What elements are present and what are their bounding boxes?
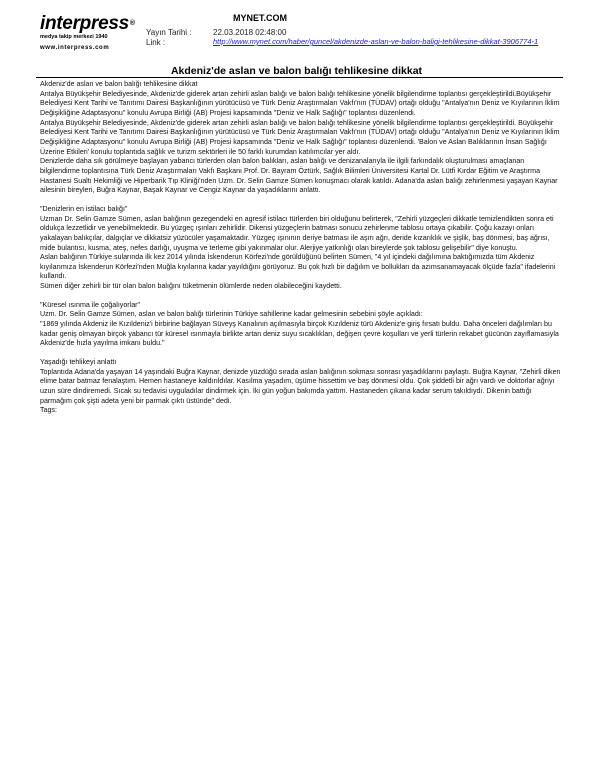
date-value: 22.03.2018 02:48:00 bbox=[213, 28, 287, 37]
logo-website: www.interpress.com bbox=[40, 45, 110, 51]
paragraph-gap bbox=[40, 196, 563, 205]
article-paragraph: Akdeniz'de aslan ve balon balığı tehlikesine dikkat bbox=[40, 80, 198, 88]
tags-label: Tags: bbox=[40, 406, 57, 415]
article-paragraph: Uzm. Dr. Selin Gamze Sümen, aslan ve balon balığı türlerinin Türkiye sahillerine kadar gelmesinin sebebini şöyle açıkladı: bbox=[40, 310, 423, 319]
article-paragraph: Toplantıda Adana'da yaşayan 14 yaşındaki Buğra Kaynar, denizde yüzdüğü sırada aslan balığının sokması sonrası yaşadıklarını paylaştı. Buğra Kaynar, "Zehirli diken elime batar batmaz fenalaştım. Hemen hastaneye kaldırıldılar. Kasılma yaşadım, üşüme hissettim ve baş dönmesi oldu. Çok şiddetli bir ağrı vardı ve doktorlar ağrıyı uzun süre dindiremedi. Sıcak su tedavisi uyguladılar dindirmek için. İki gün yoğun bakımda yattım. Hastaneden çıkana kadar serum takıldıydı. Dikenin battığı parmağım çok şişti adeta yeni bir parmak çıktı üstünde" dedi. bbox=[40, 367, 561, 405]
paragraph-gap bbox=[40, 349, 563, 358]
logo-wordmark: interpress bbox=[40, 13, 129, 34]
paragraph-gap bbox=[40, 292, 563, 301]
interpress-logo bbox=[40, 14, 136, 51]
date-label: Yayın Tarihi : bbox=[146, 28, 192, 37]
article-paragraph: Antalya Büyükşehir Belediyesinde, Akdeniz'de giderek artan zehirli aslan balığı ve balon balığı tehlikesine yönelik bilgilendirme toplantısı gerçekleştirildi. Büyükşehir Belediyesi Kent Tarihi ve Tanıtımı Dairesi Başkanlığının yürütücüsü ve Türk Deniz Araştırmaları Vakfı'nın (TÜDAV) ortağı olduğu "Antalya'nın Deniz ve Kıyılarının İklim Değişikliğine Adaptasyonu" konulu Avrupa Birliği (AB) Projesi kapsamında "Deniz ve Halk Sağlığı" toplantısı düzenlendi. 'Balon ve Aslan Balıklarının İnsan Sağlığı Üzerine Etkileri' konulu toplantıda sağlık ve turizm sektörleri ile 50 farklı kurumdan katılımcılar yer aldı. bbox=[40, 118, 560, 156]
article-quote: "1869 yılında Akdeniz ile Kızıldeniz'i birbirine bağlayan Süveyş Kanalının açılmasıyla birçok Kızıldeniz türü Akdeniz'e giriş fırsatı buldu. Daha önceleri dağılımları bu kadar geniş olmayan birçok yabancı tür küresel ısınmayla birlikte artan deniz suyu sıcaklıkları, değişen çevre koşulları ve yerli türlerin rekabet gücünün zayıflamasıyla Akdeniz'de hızla yayılma imkanı buldu." bbox=[40, 320, 559, 348]
article-paragraph: Uzman Dr. Selin Gamze Sümen, aslan balığının gezegendeki en agresif istilacı türlerden biri olduğunu belirterek, "Zehirli yüzgeçleri dikkatle temizlendikten sonra eti oldukça lezzetlidir ve yenebilmektedir. Bu yüzgeç ışınları zehirlidir. Dikensi yüzgeçlerin batması sonucu zehirlenme tablosu ortaya çıkabilir. Çoğu kazayı onları yakalayan balıkçılar, dalgıçlar ve dikkatsiz yüzücüler yaşamaktadır. Yüzgeç ışınının deriye batması ile aşırı ağrı, deride kızarıklık ve şişlik, baş dönmesi, baş ağrısı, mide bulantısı, kusma, ateş, nefes darlığı, uyuşma ve terleme gibi yakınmalar olur. Alerjiye yatkınlığı olan bireylerde şok tablosu gelişebilir" diye konuştu. bbox=[40, 214, 554, 252]
headline-divider bbox=[36, 77, 563, 78]
section-heading: "Denizlerin en istilacı balığı" bbox=[40, 204, 128, 213]
clip-metadata bbox=[146, 14, 559, 48]
article-body bbox=[40, 80, 563, 416]
section-heading: "Küresel ısınma ile çoğalıyorlar" bbox=[40, 300, 141, 309]
logo-tagline: medya takip merkezi 1940 bbox=[40, 34, 108, 40]
section-heading: Yaşadığı tehlikeyi anlattı bbox=[40, 358, 117, 367]
article-paragraph: Aslan balığının Türkiye sularında ilk kez 2014 yılında İskenderun Körfezi'nde görüldüğünü belirten Sümen, "4 yıl içindeki dağılımına baktığımızda tüm Akdeniz kıyılarımıza İskenderun Körfezi'nden Muğla kıyılarına kadar yayıldığını görüyoruz. Bu çok hızlı bir dağılım ve bollukları da azımsanamayacak ölçüde fazla" ifadelerini kullandı. bbox=[40, 253, 556, 281]
article-paragraph: Antalya Büyükşehir Belediyesinde, Akdeniz'de giderek artan zehirli aslan balığı ve balon balığı tehlikesine yönelik bilgilendirme toplantısı gerçekleştirildi.Büyükşehir Belediyesi Kent Tarihi ve Tanıtımı Dairesi Başkanlığının yürütücüsü ve Türk Deniz Araştırmaları Vakfı'nın (TÜDAV) ortağı olduğu "Antalya'nın Deniz ve Kıyılarının İklim Değişikliğine Adaptasyonu" konulu Avrupa Birliği (AB) Projesi kapsamında "Deniz ve Halk Sağlığı" toplantısı düzenlendi. bbox=[40, 89, 560, 117]
logo-mark bbox=[40, 14, 136, 34]
link-row bbox=[146, 38, 559, 48]
registered-mark: ® bbox=[129, 20, 135, 27]
article-headline: Akdeniz'de aslan ve balon balığı tehlikesine dikkat bbox=[170, 65, 423, 77]
article-paragraph: Denizlerde daha sık görülmeye başlayan yabancı türlerden olan balon balıkları, aslan balığı ve denizanalarıyla ile ilgili farkındalık oluşturulması amaçlanan bilgilendirme toplantısına Türk Deniz Araştırmaları Vakfı Başkanı Prof. Dr. Bayram Öztürk, Sağlık Bilimleri Üniversitesi Kartal Dr. Lütfi Kırdar Eğitim ve Araştırma Hastanesi Sualtı Hekimliği ve Hiperbarik Tıp Kliniği'nden Uzm. Dr. Selin Gamze Sümen konuşmacı olarak katıldı. Adana'da aslan balığı zehirlenmesi yaşayan Kaynar ailesinin bireyleri, Buğra Kaynar, Başak Kaynar ve Cengiz Kaynar da yaşadıklarını anlattı. bbox=[40, 157, 558, 195]
source-name: MYNET.COM bbox=[233, 13, 287, 23]
link-label: Link : bbox=[146, 38, 166, 47]
source-link[interactable]: http://www.mynet.com/haber/guncel/akdenizde-aslan-ve-balon-baligi-tehlikesine-dikkat-3906774-1 bbox=[213, 37, 539, 46]
article-paragraph: Sümen diğer zehirli bir tür olan balon balığını tüketmenin ölümlerde neden olabileceğini kaydetti. bbox=[40, 282, 342, 291]
